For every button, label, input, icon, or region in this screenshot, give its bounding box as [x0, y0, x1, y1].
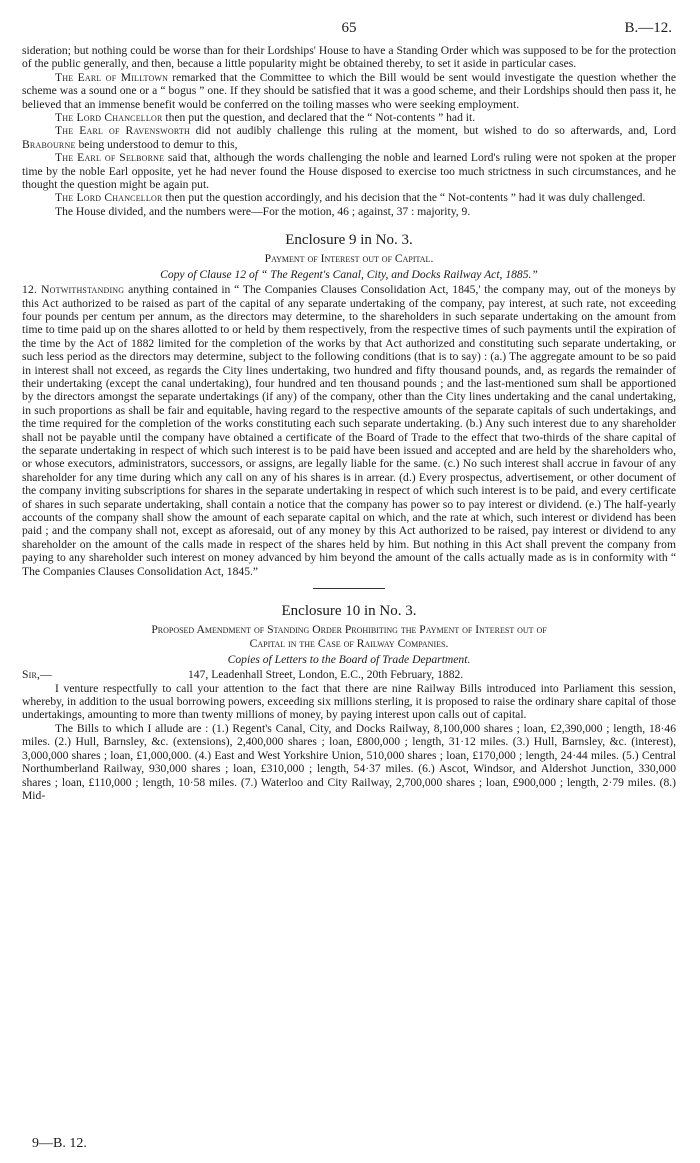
paragraph-text: sideration; but nothing could be worse than for their Lordships' House to have a Standing Order which was supposed to be for the protection of the public generally, and then, because a little popularity might be obtained thereby, to set it aside in particular cases.	[22, 44, 676, 71]
paragraph-text: The House divided, and the numbers were—For the motion, 46 ; against, 37 : majority, 9.	[55, 204, 471, 218]
speaker-name: The Earl of Selborne	[55, 151, 165, 165]
paragraph	[22, 151, 676, 191]
paragraph	[22, 191, 676, 204]
section-caption: Copy of Clause 12 of “ The Regent's Canal, City, and Docks Railway Act, 1885.”	[160, 267, 538, 281]
speaker-name: The Lord Chancellor	[55, 191, 163, 205]
section-title: Enclosure 10 in No. 3.	[281, 603, 417, 620]
paragraph	[22, 44, 676, 71]
section-subtitle: Capital in the Case of Railway Companies.	[249, 637, 449, 651]
paragraph-text: The Bills to which I allude are : (1.) Regent's Canal, City, and Docks Railway, 8,100,000 shares ; loan, £2,390,000 ; length, 18·46 miles. (2.) Hull, Barnsley, &c. (extensions), 2,400,000 shares ; loan, £800,000 ; length, 31·12 miles. (3.) Hull, Barnsley, &c. (interest), 3,000,000 shares ; loan, £1,000,000. (4.) East and West Yorkshire Union, 510,000 shares ; loan, £170,000 ; length, 24·44 miles. (5.) Central Northumberland Railway, 930,000 shares ; loan, £310,000 ; length, 54·37 miles. (6.) Ascot, Windsor, and Aldershot Junction, 330,000 shares ; loan, £110,000 ; length, 10·58 miles. (7.) Waterloo and City Railway, 2,700,000 shares ; loan, £900,000 ; length, 2·79 miles. (8.) Mid-	[22, 721, 676, 802]
paragraph-text: I venture respectfully to call your attention to the fact that there are nine Railway Bills introduced into Parliament this session, whereby, in addition to the usual borrowing powers, exceeding six millions sterling, it is proposed to raise the ordinary share capital of those undertakings, amounting to more than twenty millions of money, by paying interest upon calls out of capital.	[22, 681, 676, 722]
paragraph-text: did not audibly challenge this ruling at the moment, but wished to do so afterwards, and, Lord	[189, 124, 676, 138]
page-number: 65	[341, 20, 357, 36]
paragraph	[22, 682, 676, 722]
enclosure-10	[22, 602, 676, 802]
speaker-name: The Earl of Milltown	[55, 70, 169, 84]
paragraph	[22, 124, 676, 151]
paragraph	[22, 722, 676, 802]
salutation: Sir,—	[22, 668, 52, 682]
paragraph	[22, 111, 676, 124]
debate-section	[22, 44, 676, 218]
speaker-name: The Lord Chancellor	[55, 111, 163, 125]
paragraph-text: anything contained in “ The Companies Clauses Consolidation Act, 1845,' the company may, out of the moneys by this Act authorized to be raised as part of the capital of any separate undertaking of the company, pay interest, at such rate, not exceeding four pounds per centum per annum, as the directors may determine, to the shareholders in such separate undertaking on the amount from time to time paid up on the shares allotted to or held by them respectively, from the respective times of such payments until the expiration of the time by the Act of 1882 limited for the completion of the works by that Act authorized and constituting such separate undertaking, or such less period as the directors may determine, subject to the following conditions (that is to say) : (a.) The aggregate amount to be so paid in interest shall not exceed, as regards the City lines undertaking, two hundred and fifty thousand pounds, and, as regards the remainder of their undertaking (except the canal undertaking), four hundred and ten thousand pounds ; and the last-mentioned sum shall be apportioned by the directors amongst the separate undertakings (if any) of the company, other than the City lines undertaking and the canal undertaking, in such proportions as shall be fair and equitable, having regard to the respective amounts of the separate capitals of such undertakings, and the time required for the completion of the works constituting each such separate undertaking. (b.) Any such interest due to any shareholder shall not be payable until the company have obtained a certificate of the Board of Trade to the effect that two-thirds of the share capital of the separate undertaking in respect of which such interest is to be paid have been issued and accepted and are held by the shareholders who, or whose executors, administrators, successors, or assigns, are legally liable for the same. (c.) No such interest shall accrue in favour of any shareholder for any time during which any call on any of his shares is in arrear. (d.) Every prospectus, advertisement, or other document of the company inviting subscriptions for shares in the separate undertaking in respect of which such interest is to be paid, and every certificate of shares in such separate undertaking, shall contain a notice that the company has power so to pay interest or dividend. (e.) The half-yearly accounts of the company shall show the amount of each separate capital on which, and the rate at which, such interest or dividend has been paid ; and the company shall not, except as aforesaid, out of any money by this Act authorized to be raised, pay interest or dividend to any shareholder on the amount of the calls made in respect of the shares held by him. But nothing in this Act shall prevent the company from paying to any shareholder such interest on money advanced by him beyond the amount of the calls actually made as is in conformity with “ The Companies Clauses Consolidation Act, 1845.”	[22, 283, 676, 578]
clause-paragraph	[22, 283, 676, 578]
section-caption: Copies of Letters to the Board of Trade Department.	[227, 652, 471, 666]
letter-heading	[22, 668, 676, 681]
enclosure-9	[22, 231, 676, 589]
paragraph-text: then put the question accordingly, and his decision that the “ Not-contents ” had it was duly challenged.	[162, 191, 646, 205]
paragraph-text: being understood to demur to this,	[75, 137, 238, 151]
speaker-name: The Earl of Ravensworth	[55, 124, 190, 138]
paragraph	[22, 71, 676, 111]
section-divider	[313, 588, 385, 589]
paragraph	[22, 205, 676, 218]
paragraph-text: said that, although the words challenging the noble and learned Lord's ruling were not spoken at the proper time by the noble Earl opposite, yet he had never found the House disposed to exercise too much strictness in such circumstances, and he thought the question might be again put.	[22, 151, 676, 192]
paragraph-text: then put the question, and declared that the “ Not-contents ” had it.	[162, 111, 476, 125]
paragraph-text: remarked that the Committee to which the Bill would be sent would investigate the question whether the scheme was a sound one or a “ bogus ” one. If they should be satisfied that it was a good scheme, and their Lordships should then pass it, he believed that an immense benefit would be conferred on the toiling masses who were seeking employment.	[22, 70, 677, 111]
page-signature: 9—B. 12.	[32, 1136, 87, 1151]
section-subtitle: Proposed Amendment of Standing Order Prohibiting the Payment of Interest out of	[151, 623, 547, 637]
section-subtitle: Payment of Interest out of Capital.	[264, 252, 434, 266]
page-header	[22, 22, 676, 44]
speaker-name: Brabourne	[22, 137, 76, 151]
document-reference: B.—12.	[624, 20, 672, 36]
section-title: Enclosure 9 in No. 3.	[285, 232, 413, 249]
sender-address: 147, Leadenhall Street, London, E.C., 20th February, 1882.	[188, 668, 464, 682]
clause-lead: 12. Notwithstanding	[22, 283, 125, 297]
